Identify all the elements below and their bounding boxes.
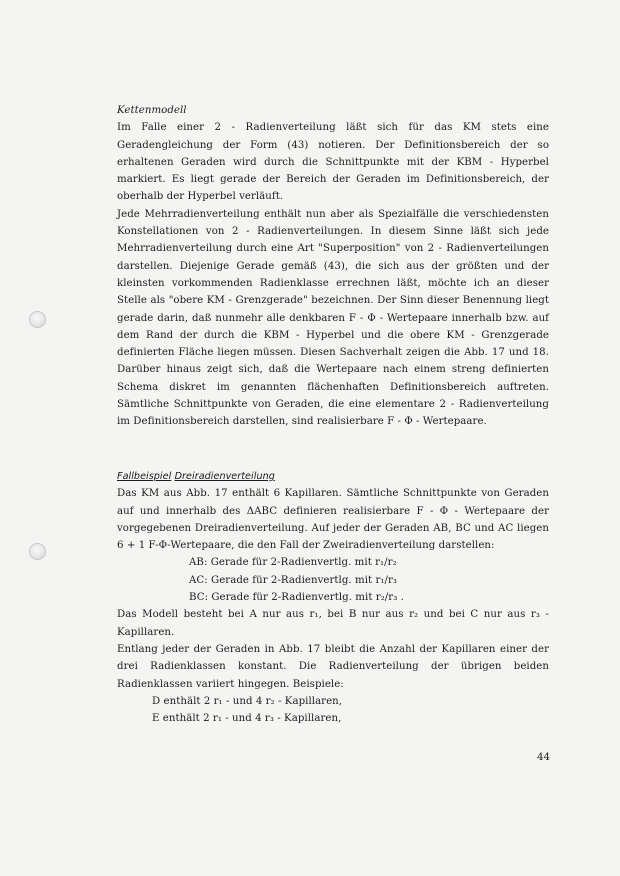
list-item: BC: Gerade für 2-Radienvertlg. mit r₂/r₃ . (189, 592, 404, 604)
example-list (117, 693, 549, 728)
section-case-study (117, 468, 549, 727)
heading-label: Fallbeispiel (117, 471, 172, 482)
punch-hole (29, 543, 46, 560)
paragraph: Das Modell besteht bei A nur aus r₁, bei B nur aus r₂ und bei C nur aus r₃ - Kapillaren. (117, 609, 549, 638)
line-list (117, 554, 549, 606)
heading-title: Dreiradienverteilung (174, 471, 275, 482)
paragraph: Entlang jeder der Geraden in Abb. 17 bleibt die Anzahl der Kapillaren einer der drei Radienklassen konstant. Die Radienverteilung der übrigen beiden Radienklassen variiert hingegen. Beispiele: (117, 643, 549, 690)
paragraph: Das KM aus Abb. 17 enthält 6 Kapillaren. Sämtliche Schnittpunkte von Geraden auf und innerhalb des ΔABC definieren realisierbare F - Φ - Wertepaare der vorgegebenen Dreiradienverteilung. Auf jeder der Geraden AB, BC und AC liegen 6 + 1 F-Φ-Wertepaare, die den Fall der Zweiradienverteilung darstellen: (117, 488, 549, 552)
section-heading: Kettenmodell (117, 105, 187, 116)
section-chain-model (117, 102, 549, 431)
list-item: AC: Gerade für 2-Radienvertlg. mit r₁/r₃ (189, 574, 398, 586)
list-item: D enthält 2 r₁ - und 4 r₂ - Kapillaren, (152, 695, 343, 707)
page-number: 44 (537, 752, 550, 763)
punch-hole (29, 311, 46, 328)
paragraph: Jede Mehrradienverteilung enthält nun aber als Spezialfälle die verschiedensten Konstellationen von 2 - Radienverteilungen. In diesem Sinne läßt sich jede Mehrradienverteilung durch eine Art "Superposition" von 2 - Radienverteilungen darstellen. Diejenige Gerade gemäß (43), die sich aus der größten und der kleinsten vorkommenden Radienklasse errechnen läßt, möchte ich an dieser Stelle als "obere KM - Grenzgerade" bezeichnen. Der Sinn dieser Benennung liegt gerade darin, daß nunmehr alle denkbaren F - Φ - Wertepaare innerhalb bzw. auf dem Rand der durch die KBM - Hyperbel und die obere KM - Grenzgerade definierten Fläche liegen müssen. Diesen Sachverhalt zeigen die Abb. 17 und 18. Darüber hinaus zeigt sich, daß die Wertepaare nach einem streng definierten Schema diskret im genannten flächenhaften Definitionsbereich auftreten. Sämtliche Schnittpunkte von Geraden, die eine elementare 2 - Radienverteilung im Definitionsbereich darstellen, sind realisierbare F - Φ - Wertepaare. (117, 208, 549, 428)
section-heading (117, 468, 549, 485)
paragraph: Im Falle einer 2 - Radienverteilung läßt sich für das KM stets eine Geradengleichung der Form (43) notieren. Der Definitionsbereich der so erhaltenen Geraden wird durch die Schnittpunkte mit der KBM - Hyperbel markiert. Es liegt gerade der Bereich der Geraden im Definitionsbereich, der oberhalb der Hyperbel verläuft. (117, 122, 549, 203)
list-item: AB: Gerade für 2-Radienvertlg. mit r₁/r₂ (189, 557, 397, 569)
list-item: E enthält 2 r₁ - und 4 r₃ - Kapillaren, (152, 713, 342, 725)
